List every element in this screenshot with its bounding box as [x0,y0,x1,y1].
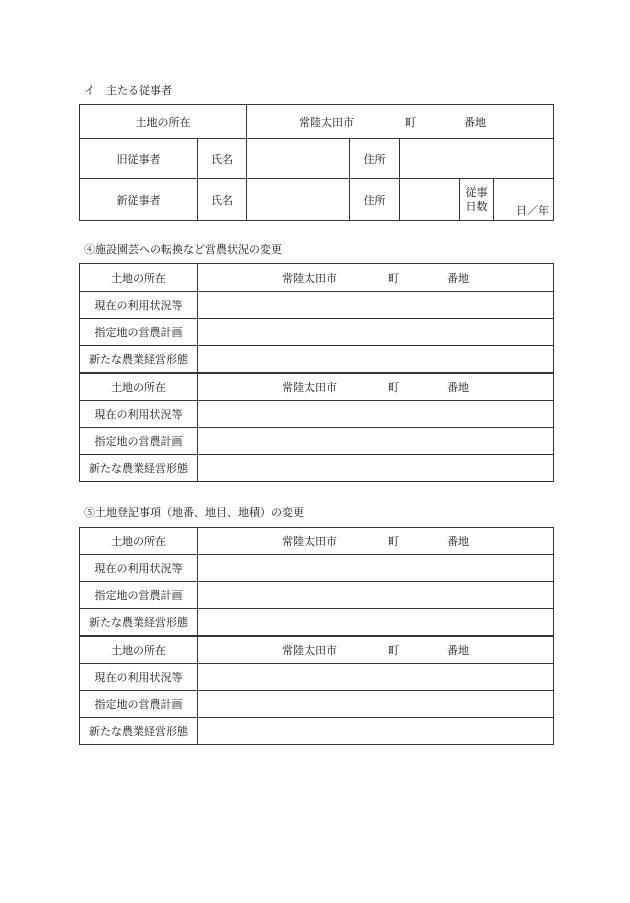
old-worker-address-field[interactable] [400,139,554,179]
main-worker-table [79,104,554,221]
section-a-heading: イ 主たる従事者 [84,84,172,97]
new-worker-address-label: 住所 [350,179,400,221]
location-label: 土地の所在 [80,105,247,139]
new-form-label: 新たな農業経営形態 [80,718,198,745]
town-suffix: 町 [388,381,399,394]
work-days-label [460,179,494,221]
city-name: 常陸太田市 [282,381,337,394]
lot-suffix: 番地 [464,115,486,129]
section-4-heading: ④施設園芸への転換など営農状況の変更 [84,243,282,256]
lot-suffix: 番地 [447,381,469,394]
current-use-label: 現在の利用状況等 [80,555,198,582]
old-worker-label: 旧従事者 [80,139,198,179]
new-form-label: 新たな農業経営形態 [80,609,198,637]
work-days-label-line2: 日数 [465,199,488,213]
current-use-field[interactable] [198,664,554,691]
current-use-label: 現在の利用状況等 [80,664,198,691]
location-field[interactable] [198,373,554,401]
plan-field[interactable] [198,319,554,346]
location-label: 土地の所在 [80,528,198,555]
town-suffix: 町 [388,535,399,548]
new-worker-name-field[interactable] [247,179,350,221]
location-label: 土地の所在 [80,636,198,664]
city-name: 常陸太田市 [282,644,337,657]
city-name: 常陸太田市 [282,535,337,548]
old-worker-name-field[interactable] [247,139,350,179]
location-label: 土地の所在 [80,373,198,401]
plan-field[interactable] [198,691,554,718]
new-worker-name-label: 氏名 [198,179,247,221]
location-label: 土地の所在 [80,264,198,292]
current-use-field[interactable] [198,555,554,582]
work-days-label-line1: 従事 [465,185,488,199]
town-suffix: 町 [388,644,399,657]
city-name: 常陸太田市 [299,115,354,129]
current-use-label: 現在の利用状況等 [80,401,198,428]
current-use-field[interactable] [198,401,554,428]
new-form-field[interactable] [198,718,554,745]
section-5-heading: ⑤土地登記事項（地番、地目、地積）の変更 [84,506,304,519]
registry-change-table [79,527,554,745]
current-use-label: 現在の利用状況等 [80,292,198,319]
lot-suffix: 番地 [447,271,469,285]
new-worker-label: 新従事者 [80,179,198,221]
new-form-field[interactable] [198,609,554,637]
new-form-label: 新たな農業経営形態 [80,346,198,374]
lot-suffix: 番地 [447,644,469,657]
new-worker-address-field[interactable] [400,179,460,221]
city-name: 常陸太田市 [282,271,337,285]
location-field[interactable] [198,636,554,664]
town-suffix: 町 [405,115,416,129]
plan-label: 指定地の営農計画 [80,582,198,609]
old-worker-name-label: 氏名 [198,139,247,179]
plan-label: 指定地の営農計画 [80,691,198,718]
new-form-field[interactable] [198,346,554,374]
old-worker-address-label: 住所 [350,139,400,179]
current-use-field[interactable] [198,292,554,319]
new-form-field[interactable] [198,455,554,482]
plan-field[interactable] [198,582,554,609]
town-suffix: 町 [388,271,399,285]
new-form-label: 新たな農業経営形態 [80,455,198,482]
location-field[interactable] [198,264,554,292]
location-field[interactable] [247,105,554,139]
work-days-field[interactable] [494,179,554,221]
plan-label: 指定地の営農計画 [80,428,198,455]
plan-field[interactable] [198,428,554,455]
lot-suffix: 番地 [447,535,469,548]
location-field[interactable] [198,528,554,555]
work-days-unit: 日／年 [516,204,550,217]
farming-change-table [79,263,554,482]
plan-label: 指定地の営農計画 [80,319,198,346]
